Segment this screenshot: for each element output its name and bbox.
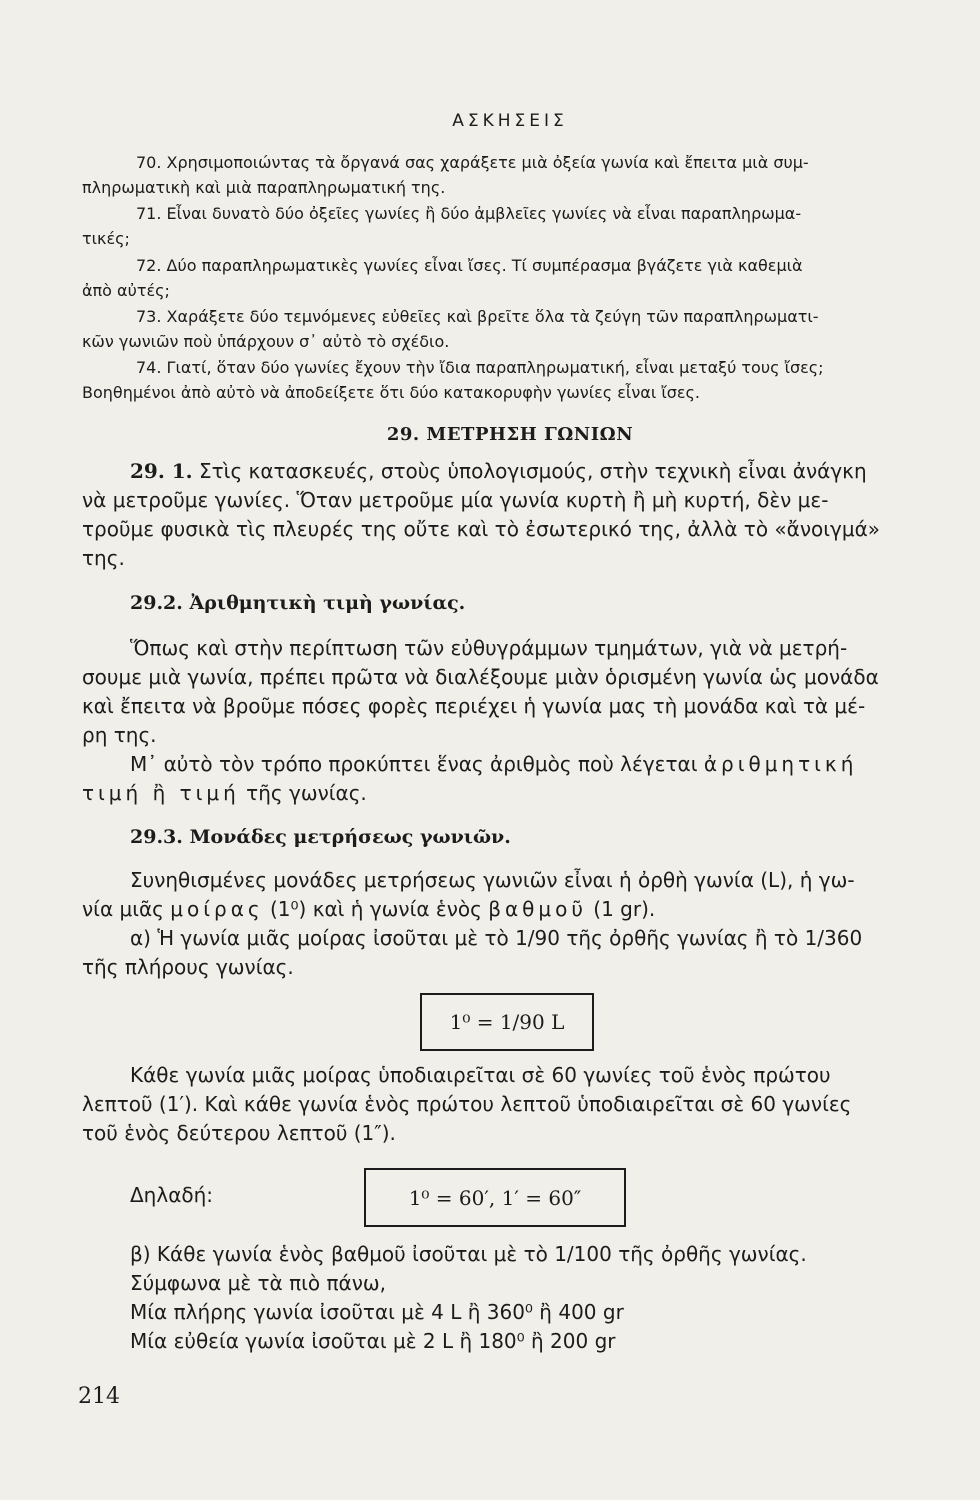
subheading-29-2: 29.2. Ἀριθμητικὴ τιμὴ γωνίας. bbox=[130, 592, 466, 614]
term-degree: μοίρας bbox=[170, 897, 264, 921]
term-value: τιμή ἢ τιμή bbox=[82, 781, 240, 805]
subheading-29-3: 29.3. Μονάδες μετρήσεως γωνιῶν. bbox=[130, 826, 511, 848]
section-title: 29. ΜΕΤΡΗΣΗ ΓΩΝΙΩΝ bbox=[386, 424, 634, 445]
namely-label: Δηλαδή: bbox=[130, 1183, 214, 1207]
term-arithmetic: ἀριθμητική bbox=[703, 752, 858, 776]
paragraph-minutes: Κάθε γωνία μιᾶς μοίρας ὑποδιαιρεῖται σὲ 60 γωνίες τοῦ ἑνὸς πρώτου λεπτοῦ (1′). Καὶ κάθε γωνία ἑνὸς πρώτου λεπτοῦ ὑποδιαιρεῖται σὲ 60 γωνίες τοῦ ἑνὸς δεύτερου λεπτοῦ (1″). bbox=[82, 1063, 852, 1145]
formula-box-degree: 1⁰ = 1/90 L bbox=[420, 993, 594, 1051]
exercise-72: 72. Δύο παραπληρωματικὲς γωνίες εἶναι ἴσες. Τί συμπέρασμα βγάζετε γιὰ καθεμιὰ ἀπὸ αὐτές; bbox=[82, 256, 803, 300]
exercise-73: 73. Χαράξετε δύο τεμνόμενες εὐθεῖες καὶ βρεῖτε ὅλα τὰ ζεύγη τῶν παραπληρωματι- κῶν γωνιῶν ποὺ ὑπάρχουν σ᾽ αὐτὸ τὸ σχέδιο. bbox=[82, 307, 819, 351]
exercise-74: 74. Γιατί, ὅταν δύο γωνίες ἔχουν τὴν ἴδια παραπληρωματική, εἶναι μεταξύ τους ἴσες; Βοηθημένοι ἀπὸ αὐτὸ νὰ ἀποδείξετε ὅτι δύο κατακορυφὴν γωνίες εἶναι ἴσες. bbox=[82, 358, 824, 402]
page-number: 214 bbox=[78, 1384, 120, 1409]
paragraph-29-1: 29. 1. Στὶς κατασκευές, στοὺς ὑπολογισμούς, στὴν τεχνικὴ εἶναι ἀνάγκη νὰ μετροῦμε γωνίες. Ὅταν μετροῦμε μία γωνία κυρτὴ ἢ μὴ κυρτή, δὲν με- τροῦμε φυσικὰ τὶς πλευρές της οὔτε καὶ τὸ ἐσωτερικό της, ἀλλὰ τὸ «ἄνοιγμά» της. bbox=[82, 459, 881, 570]
formula-box-minutes: 1⁰ = 60′, 1′ = 60″ bbox=[364, 1168, 626, 1227]
exercise-70: 70. Χρησιμοποιώντας τὰ ὄργανά σας χαράξετε μιὰ ὀξεία γωνία καὶ ἔπειτα μιὰ συμ- πληρωματικὴ καὶ μιὰ παραπληρωματική της. bbox=[82, 153, 809, 197]
paragraph-29-2: Ὅπως καὶ στὴν περίπτωση τῶν εὐθυγράμμων τμημάτων, γιὰ νὰ μετρή- σουμε μιὰ γωνία, πρέπει πρῶτα νὰ διαλέξουμε μιὰν ὁρισμένη γωνία ὡς μονάδα καὶ ἔπειτα νὰ βροῦμε πόσες φορὲς περιέχει ἡ γωνία μας τὴ μονάδα καὶ τὰ μέ- ρη της. Μ᾽ αὐτὸ τὸν τρόπο προκύπτει ἕνας ἀριθμὸς ποὺ λέγεται ἀριθμητική τιμή ἢ τιμή τῆς γωνίας. bbox=[82, 636, 879, 805]
paragraph-number: 29. 1. bbox=[130, 459, 193, 483]
exercise-71: 71. Εἶναι δυνατὸ δύο ὀξεῖες γωνίες ἢ δύο ἀμβλεῖες γωνίες νὰ εἶναι παραπληρωμα- τικές; bbox=[82, 204, 802, 248]
exercises-header: ΑΣΚΗΣΕΙΣ bbox=[452, 111, 568, 131]
term-grad: βαθμοῦ bbox=[488, 897, 587, 921]
paragraph-29-3: Συνηθισμένες μονάδες μετρήσεως γωνιῶν εἶναι ἡ ὀρθὴ γωνία (L), ἡ γω- νία μιᾶς μοίρας (1⁰) καὶ ἡ γωνία ἑνὸς βαθμοῦ (1 gr). α) Ἡ γωνία μιᾶς μοίρας ἰσοῦται μὲ τὸ 1/90 τῆς ὀρθῆς γωνίας ἢ τὸ 1/360 τῆς πλήρους γωνίας. bbox=[82, 868, 863, 979]
paragraph-grad: β) Κάθε γωνία ἑνὸς βαθμοῦ ἰσοῦται μὲ τὸ 1/100 τῆς ὀρθῆς γωνίας. Σύμφωνα μὲ τὰ πιὸ πάνω, Μία πλήρης γωνία ἰσοῦται μὲ 4 L ἢ 360⁰ ἢ 400 gr Μία εὐθεία γωνία ἰσοῦται μὲ 2 L ἢ 180⁰ ἢ 200 gr bbox=[130, 1242, 807, 1353]
